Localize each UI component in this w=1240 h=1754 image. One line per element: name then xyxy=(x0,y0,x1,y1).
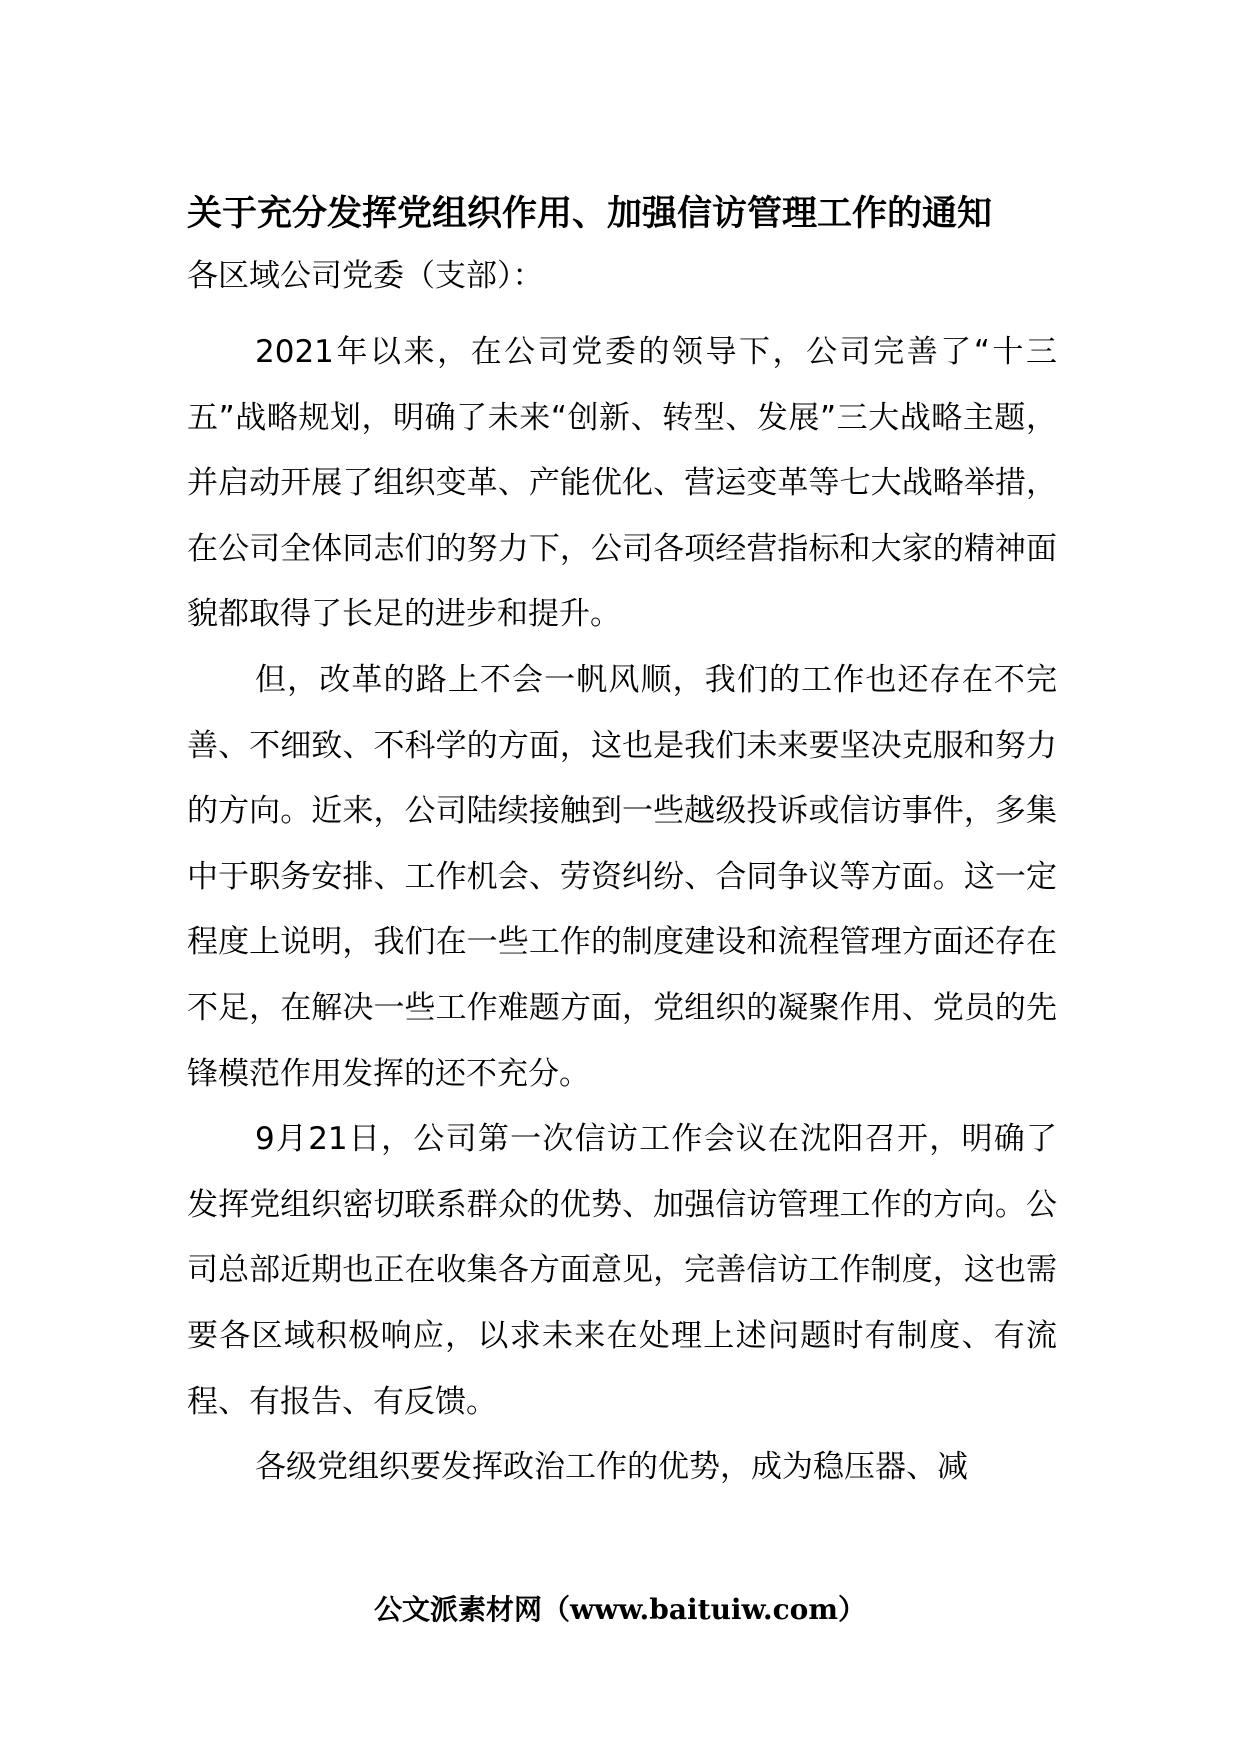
salutation: 各区域公司党委（支部）： xyxy=(187,258,544,294)
paragraph: 9月21日，公司第一次信访工作会议在沈阳召开，明确了发挥党组织密切联系群众的优势、加强信访管理工作的方向。公司总部近期也正在收集各方面意见，完善信访工作制度，这也需要各区域积极响应，以求未来在处理上述问题时有制度、有流程、有报告、有反馈。 xyxy=(187,1121,1057,1420)
paragraph: 2021年以来，在公司党委的领导下，公司完善了“十三五”战略规划，明确了未来“创新、转型、发展”三大战略主题，并启动开展了组织变革、产能优化、营运变革等七大战略举措，在公司全体同志们的努力下，公司各项经营指标和大家的精神面貌都取得了长足的进步和提升。 xyxy=(187,334,1057,633)
document-title: 关于充分发挥党组织作用、加强信访管理工作的通知 xyxy=(187,194,993,234)
paragraph: 但，改革的路上不会一帆风顺，我们的工作也还存在不完善、不细致、不科学的方面，这也是我们未来要坚决克服和努力的方向。近来，公司陆续接触到一些越级投诉或信访事件，多集中于职务安排、工作机会、劳资纠纷、合同争议等方面。这一定程度上说明，我们在一些工作的制度建设和流程管理方面还存在不足，在解决一些工作难题方面，党组织的凝聚作用、党员的先锋模范作用发挥的还不充分。 xyxy=(187,661,1057,1092)
document-body xyxy=(187,320,1057,1501)
paragraph: 各级党组织要发挥政治工作的优势，成为稳压器、减 xyxy=(255,1449,968,1486)
page-footer: 公文派素材网（www.baituiw.com） xyxy=(374,1593,866,1626)
